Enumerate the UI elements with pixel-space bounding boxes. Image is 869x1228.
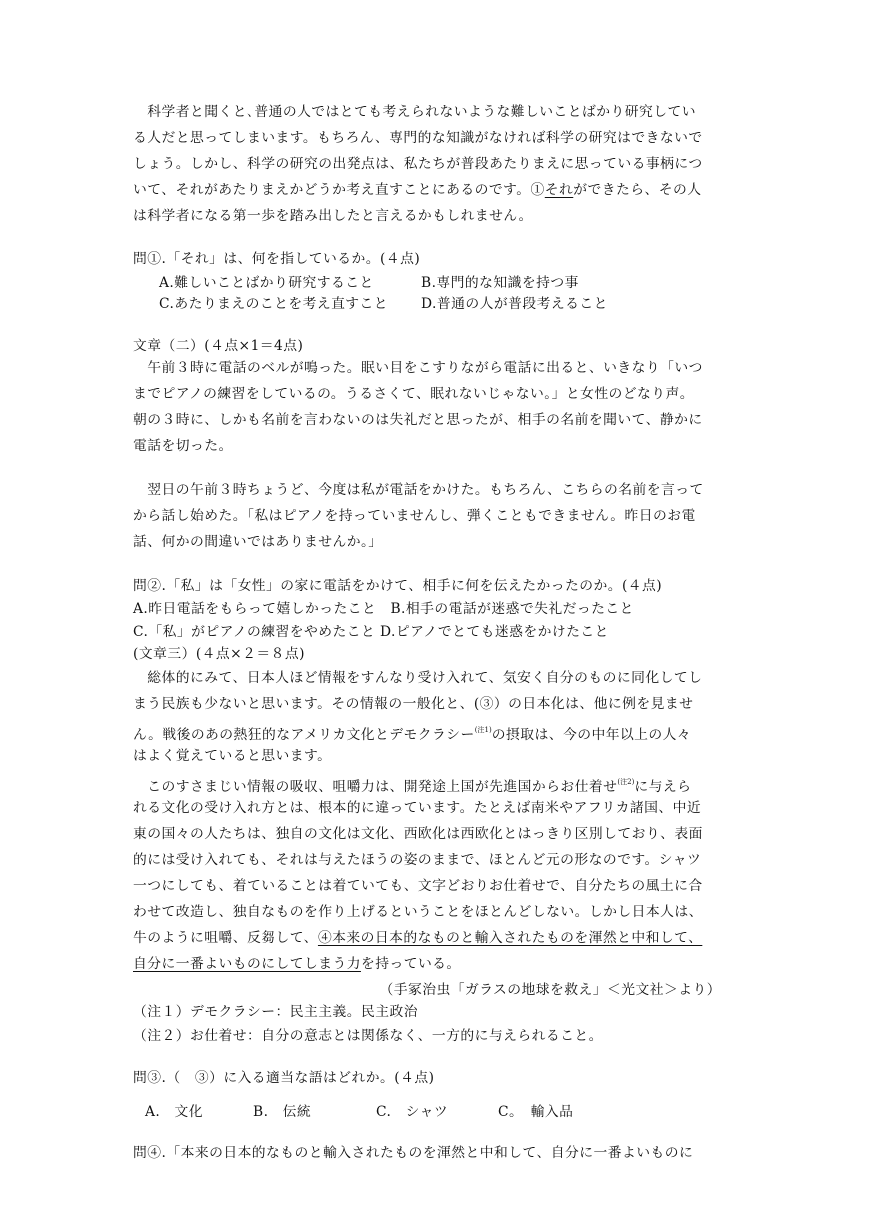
underlined-phrase-4: ④本来の日本的なものと輸入されたものを渾然と中和して、 [317,930,703,946]
passage2-line: 朝の３時に、しかも名前を言わないのは失礼だと思ったが、相手の名前を聞いて、静かに [133,412,703,428]
passage3-header: (文章三）(４点×２＝８点) [133,646,305,662]
footnote-marker-1: (注1) [474,726,492,734]
passage3-text: 牛のように咀嚼、反芻して、 [133,930,318,946]
question-2-stem: 問②.「私」は「女性」の家に電話をかけて、相手に何を伝えたかったのか。(４点) [133,578,663,594]
footnote-marker-2: (注2) [617,778,635,786]
passage2-line: 午前３時に電話のベルが鳴った。眠い目をこすりながら電話に出ると、いきなり「いつ [133,360,703,376]
underlined-phrase-1: それ [544,182,574,198]
passage2-line: までピアノの練習をしているの。うるさくて、眠れないじゃない。」と女性のどなり声。 [133,386,695,402]
question-1-stem: 問①.「それ」は、何を指しているか。(４点) [133,251,421,267]
passage1-text: ができたら、その人 [573,182,702,198]
q3-option-a: A. 文化 [145,1104,203,1120]
q1-option-a: A.難しいことばかり研究すること [159,275,374,291]
passage3-line: 的には受け入れても、それは与えたほうの姿のままで、ほとんど元の形なのです。シャツ [133,852,702,868]
passage1-text: いて、それがあたりまえかどうか考え直すことにあるのです。① [133,182,545,198]
passage1-line: る人だと思ってしまいます。もちろん、専門的な知識がなければ科学の研究はできないで [133,130,703,146]
passage3-text: このすさまじい情報の吸収、咀嚼力は、開発途上国が先進国からお仕着せ [133,779,618,795]
footnote-2: （注２）お仕着せ：自分の意志とは関係なく、一方的に与えられること。 [133,1028,603,1044]
passage2-line: 電話を切った。 [133,438,233,454]
question-2-options-row1: A.昨日電話をもらって嬉しかったこと B.相手の電話が迷惑で失礼だったこと [133,601,634,617]
footnote-1: （注１）デモクラシー：民主主義。民主政治 [133,1004,418,1020]
passage3-text: に与えら [634,779,692,795]
passage3-line [133,925,743,951]
q1-option-d: D.普通の人が普段考えること [421,296,608,312]
passage2-line: 翌日の午前３時ちょうど、今度は私が電話をかけた。もちろん、こちらの名前を言って [133,482,704,498]
passage3-line: 一つにしても、着ていることは着ていても、文字どおりお仕着せで、自分たちの風土に合 [133,878,703,894]
passage1-line: 科学者と聞くと､普通の人ではとても考えられないような難しいことばかり研究してい [133,104,696,120]
q1-option-c: C.あたりまえのことを考え直すこと [159,296,389,312]
passage3-line: はよく覚えていると思います。 [133,748,332,764]
source-citation: （手冢治虫「ガラスの地球を救え」＜光文社＞より） [379,982,721,998]
underlined-phrase-4-cont: 自分に一番よいものにしてしまう力 [133,956,361,972]
passage1-line: は科学者になる第一歩を踏み出したと言えるかもしれません。 [133,208,533,224]
passage2-line: から話し始めた。「私はピアノを持っていませんし、弾くこともできません。昨日のお電 [133,508,696,524]
question-2-options-row2: C.「私」がピアノの練習をやめたこと D.ピアノでとても迷惑をかけたこと [133,624,609,640]
passage3-line: わせて改造し、独自なものを作り上げるということをほとんどしない。しかし日本人は、 [133,904,703,920]
passage3-line: 東の国々の人たちは、独自の文化は文化、西欧化は西欧化とはっきり区別しており、表面 [133,826,703,842]
q3-option-c: C. シャツ [376,1104,449,1120]
passage3-text: の摂取は、今の中年以上の人々 [491,727,692,743]
passage3-line [133,951,743,977]
q1-option-b: B.専門的な知識を持つ事 [421,275,579,291]
passage3-line: まう民族も少ないと思います。その情報の一般化と、(③）の日本化は、他に例を見ませ [133,696,694,712]
question-3-stem: 問③.（ ③）に入る適当な語はどれか。(４点) [133,1070,435,1086]
passage3-text: を持っている。 [360,956,461,972]
passage3-text: ん。戦後のあの熱狂的なアメリカ文化とデモクラシー [133,727,475,743]
passage1-line: しょう。しかし、科学の研究の出発点は、私たちが普段あたりまえに思っている事柄につ [133,156,703,172]
q3-option-b: B. 伝統 [253,1104,312,1120]
question-4-stem: 問④.「本来の日本的なものと輸入されたものを渾然と中和して、自分に一番よいものに [133,1145,694,1161]
passage3-line: れる文化の受け入れ方とは、根本的に違っています。たとえば南米やアフリカ諸国、中近 [133,800,702,816]
passage2-header: 文章（二）(４点×1＝4点) [133,338,304,354]
passage3-line: 総体的にみて、日本人ほど情報をすんなり受け入れて、気安く自分のものに同化してし [133,670,703,686]
passage2-line: 話、何かの間違いではありませんか。」 [133,534,383,550]
passage1-line [133,177,743,203]
q3-option-d: C。 輸入品 [498,1104,574,1120]
